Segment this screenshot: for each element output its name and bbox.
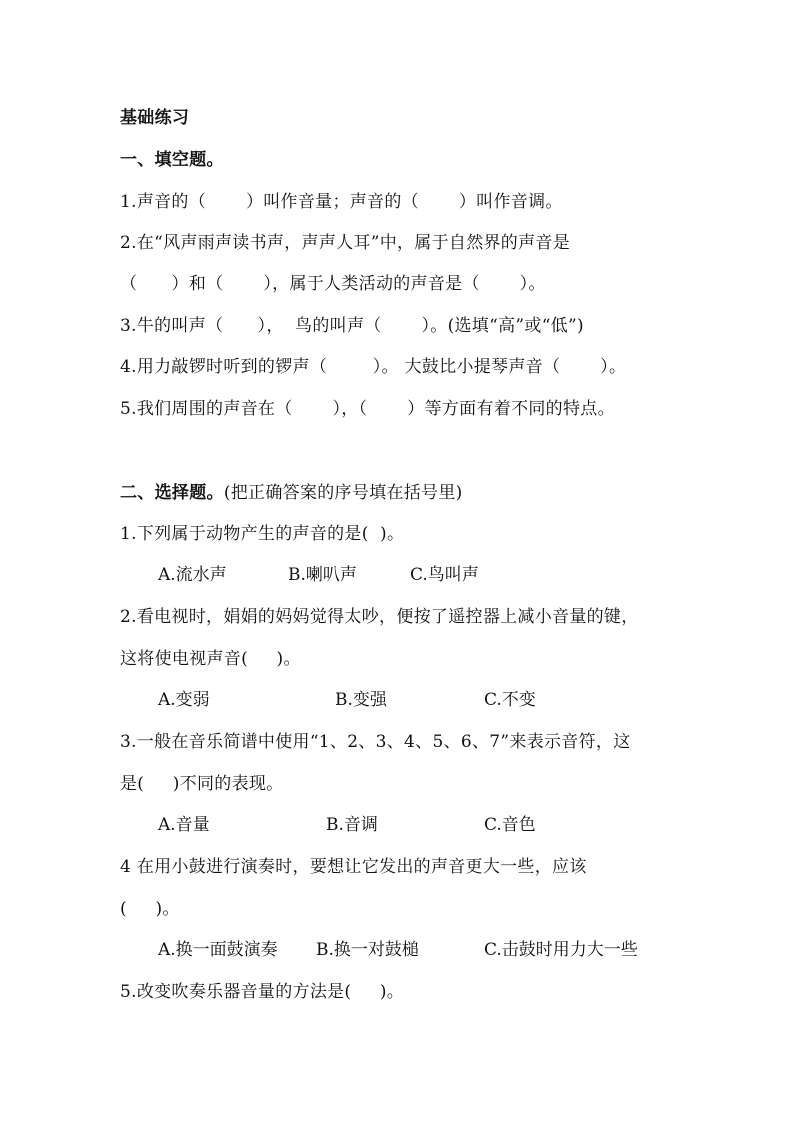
fill-question-1: 1.声音的（ ）叫作音量；声音的（ ）叫作音调。 <box>120 192 563 212</box>
choice-q3-option-a: A.音量 <box>158 815 210 835</box>
section2-title: 二、选择题。 <box>120 483 224 503</box>
choice-q4-option-b: B.换一对鼓槌 <box>316 940 419 960</box>
choice-question-4-stem-line1: 4 在用小鼓进行演奏时，要想让它发出的声音更大一些，应该 <box>120 857 587 877</box>
choice-q2-option-a: A.变弱 <box>158 690 210 710</box>
heading: 基础练习 <box>120 108 190 128</box>
choice-q1-option-b: B.喇叭声 <box>288 565 357 585</box>
choice-question-3-stem-line1: 3.一般在音乐简谱中使用“1、2、3、4、5、6、7”来表示音符，这 <box>120 732 631 752</box>
choice-question-3-stem-line2: 是( )不同的表现。 <box>120 774 284 794</box>
choice-q2-option-c: C.不变 <box>484 690 536 710</box>
fill-question-3: 3.牛的叫声（ ）， 鸟的叫声（ ）。(选填“高”或“低”) <box>120 316 584 336</box>
choice-q2-option-b: B.变强 <box>335 690 387 710</box>
choice-question-5-stem: 5.改变吹奏乐器音量的方法是( )。 <box>120 982 405 1002</box>
choice-q1-option-c: C.鸟叫声 <box>410 565 479 585</box>
fill-question-5: 5.我们周围的声音在（ ），（ ）等方面有着不同的特点。 <box>120 399 615 419</box>
choice-q1-option-a: A.流水声 <box>158 565 227 585</box>
choice-q4-option-c: C.击鼓时用力大一些 <box>484 940 638 960</box>
choice-q4-option-a: A.换一面鼓演奏 <box>158 940 278 960</box>
section1-title: 一、填空题。 <box>120 150 224 170</box>
section2-heading <box>120 481 463 505</box>
choice-question-1-stem: 1.下列属于动物产生的声音的是( )。 <box>120 524 405 544</box>
fill-question-4: 4.用力敲锣时听到的锣声（ ）。 大鼓比小提琴声音（ ）。 <box>120 357 627 377</box>
choice-question-4-stem-line2: ( )。 <box>120 899 180 919</box>
section2-note: (把正确答案的序号填在括号里) <box>223 483 463 503</box>
choice-q3-option-b: B.音调 <box>326 815 378 835</box>
choice-question-2-stem-line1: 2.看电视时，娟娟的妈妈觉得太吵，便按了遥控器上减小音量的键， <box>120 607 639 627</box>
choice-question-2-stem-line2: 这将使电视声音( )。 <box>120 649 301 669</box>
fill-question-2-line2: （ ）和（ ），属于人类活动的声音是（ ）。 <box>120 274 546 294</box>
choice-q3-option-c: C.音色 <box>484 815 536 835</box>
fill-question-2-line1: 2.在“风声雨声读书声，声声人耳”中，属于自然界的声音是 <box>120 233 571 253</box>
